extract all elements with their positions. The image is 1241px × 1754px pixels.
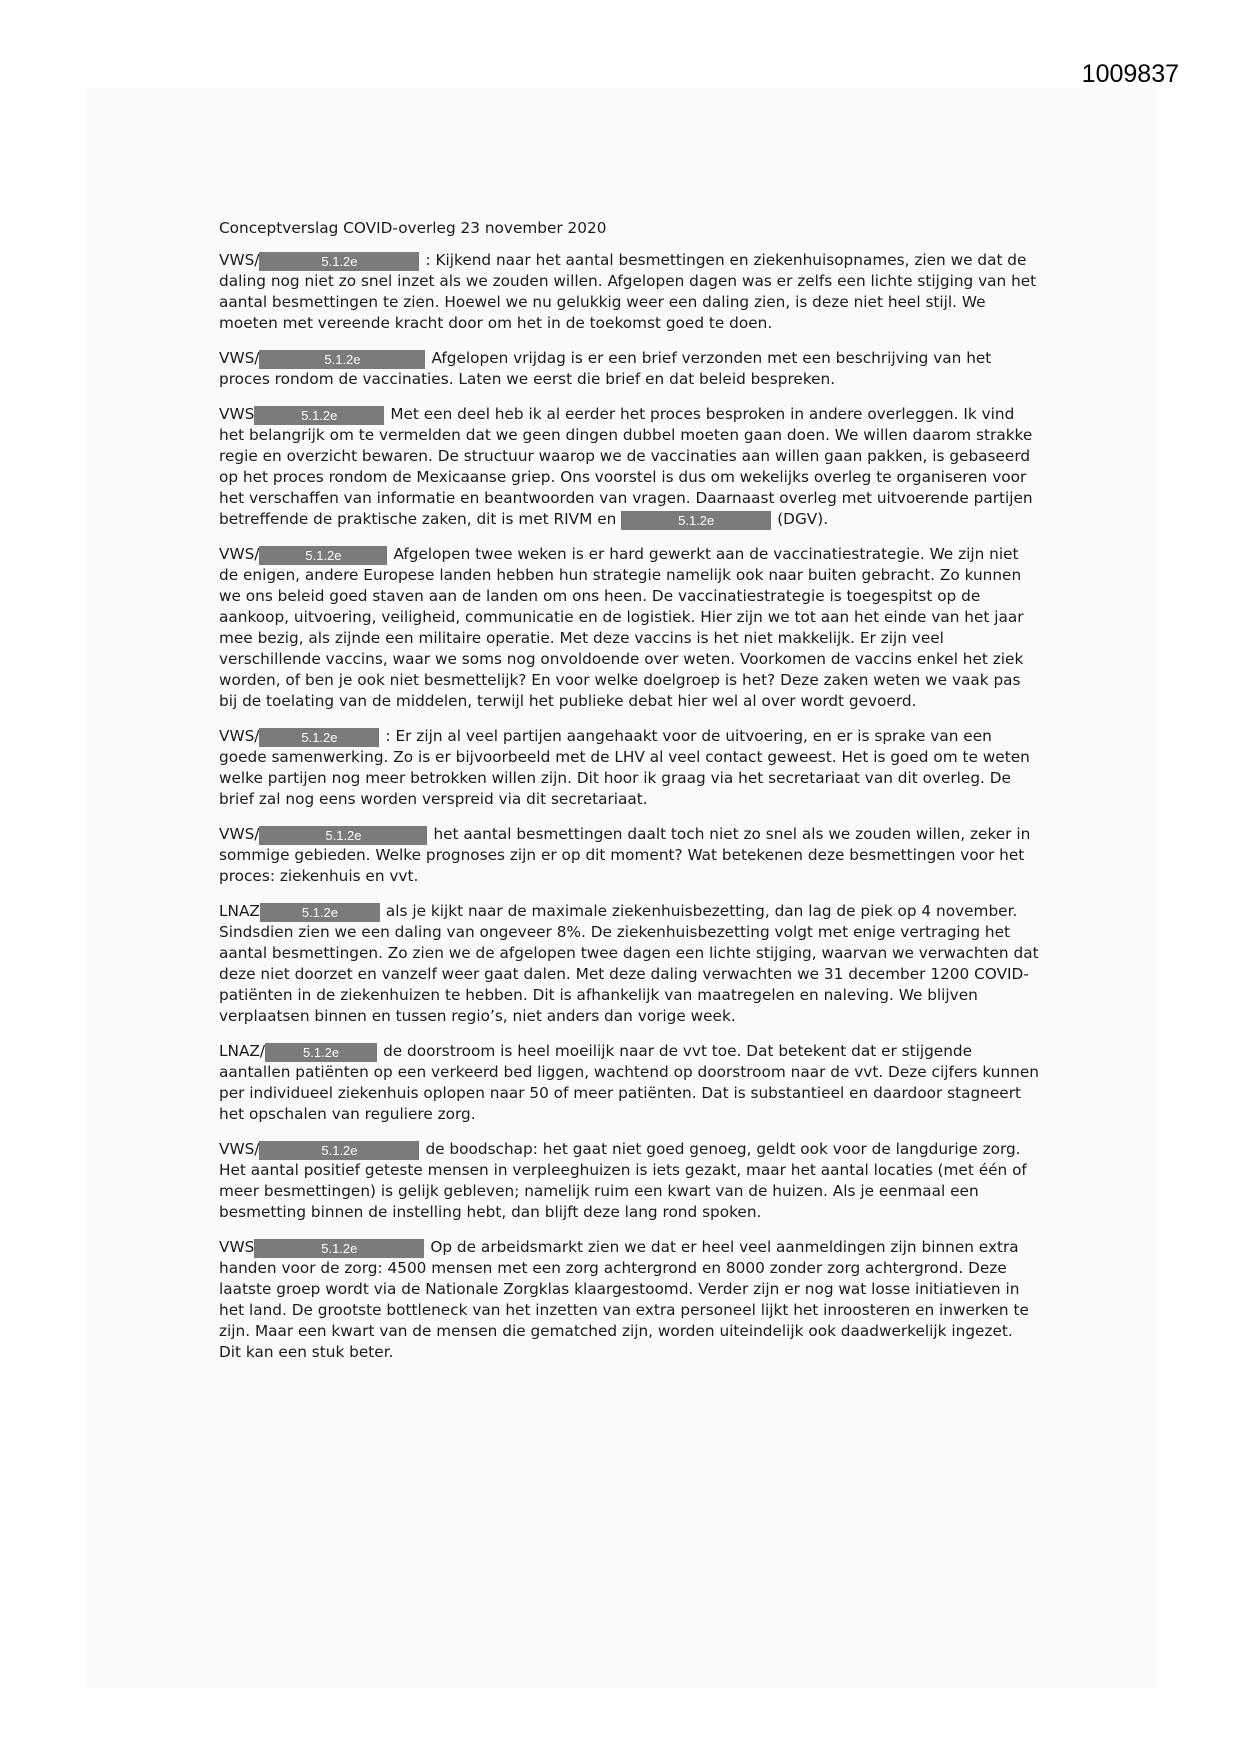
speaker-label: VWS/ (219, 349, 260, 367)
speaker-label: VWS/ (219, 1140, 260, 1158)
speaker-label: VWS/ (219, 727, 260, 745)
paragraph-9 (219, 1139, 1039, 1223)
redaction-box: 5.1.2e (259, 546, 387, 565)
speaker-label: VWS/ (219, 825, 260, 843)
paragraph-tail: (DGV). (777, 510, 829, 528)
paragraph-3 (219, 404, 1039, 530)
paragraph-1 (219, 250, 1039, 334)
paragraph-text: Afgelopen twee weken is er hard gewerkt aan de vaccinatiestrategie. We zijn niet de enigen, andere Europese landen hebben hun strategie namelijk ook naar buiten gebracht. Zo kunnen we ons beleid goed staven aan de landen om ons heen. De vaccinatiestrategie is toegespitst op de aankoop, uitvoering, veiligheid, communicatie en de logistiek. Hier zijn we tot aan het einde van het jaar mee bezig, als zijnde een militaire operatie. Met deze vaccins is het niet makkelijk. Er zijn veel verschillende vaccins, waar we soms nog onvoldoende over weten. Voorkomen de vaccins enkel het ziek worden, of ben je ook niet besmettelijk? En voor welke doelgroep is het? Deze zaken weten we vaak pas bij de toelating van de middelen, terwijl het publieke debat hier wel al over wordt gevoerd. (219, 545, 1024, 710)
speaker-label: VWS/ (219, 545, 260, 563)
redaction-box: 5.1.2e (259, 1141, 419, 1160)
meeting-notes (219, 218, 1039, 1377)
paragraph-text: : Kijkend naar het aantal besmettingen en ziekenhuisopnames, zien we dat de daling nog niet zo snel inzet als we zouden willen. Afgelopen dagen was er zelfs een lichte stijging van het aantal besmettingen te zien. Hoewel we nu gelukkig weer een daling zien, is deze niet heel stijl. We moeten met vereende kracht door om het in de toekomst goed te doen. (219, 251, 1037, 332)
redaction-box: 5.1.2e (259, 350, 425, 369)
redaction-box: 5.1.2e (259, 252, 419, 271)
redaction-box: 5.1.2e (621, 511, 771, 530)
redaction-box: 5.1.2e (259, 728, 379, 747)
redaction-box: 5.1.2e (260, 903, 380, 922)
paragraph-text: Op de arbeidsmarkt zien we dat er heel veel aanmeldingen zijn binnen extra handen voor de zorg: 4500 mensen met een zorg achtergrond en 8000 zonder zorg achtergrond. Deze laatste groep wordt via de Nationale Zorgklas klaargestoomd. Verder zijn er nog wat losse initiatieven in het land. De grootste bottleneck van het inzetten van extra personeel lijkt het inroosteren en inwerken te zijn. Maar een kwart van de mensen die gematched zijn, worden uiteindelijk ook daadwerkelijk ingezet. Dit kan een stuk beter. (219, 1238, 1029, 1361)
redaction-box: 5.1.2e (254, 1239, 424, 1258)
paragraph-4 (219, 544, 1039, 712)
paragraph-text: Afgelopen vrijdag is er een brief verzonden met een beschrijving van het proces rondom de vaccinaties. Laten we eerst die brief en dat beleid bespreken. (219, 349, 992, 388)
document-number: 1009837 (1081, 60, 1179, 88)
paragraph-text: : Er zijn al veel partijen aangehaakt voor de uitvoering, en er is sprake van een goede samenwerking. Zo is er bijvoorbeeld met de LHV al veel contact geweest. Het is goed om te weten welke partijen nog meer betrokken willen zijn. Dit hoor ik graag via het secretariaat van dit overleg. De brief zal nog eens worden verspreid via dit secretariaat. (219, 727, 1030, 808)
speaker-label: VWS (219, 1238, 255, 1256)
paragraph-7 (219, 901, 1039, 1027)
paragraph-text: als je kijkt naar de maximale ziekenhuisbezetting, dan lag de piek op 4 november. Sindsdien zien we een daling van ongeveer 8%. De ziekenhuisbezetting volgt met enige vertraging het aantal besmettingen. Zo zien we de afgelopen twee dagen een lichte stijging, waarvan we verwachten dat deze niet doorzet en vanzelf weer gaat dalen. Met deze daling verwachten we 31 december 1200 COVID-patiënten in de ziekenhuizen te hebben. Dit is afhankelijk van maatregelen en naleving. We blijven verplaatsen binnen en tussen regio’s, niet anders dan vorige week. (219, 902, 1039, 1025)
redaction-box: 5.1.2e (265, 1043, 377, 1062)
paragraph-2 (219, 348, 1039, 390)
paragraph-8 (219, 1041, 1039, 1125)
paragraph-text: het aantal besmettingen daalt toch niet zo snel als we zouden willen, zeker in sommige gebieden. Welke prognoses zijn er op dit moment? Wat betekenen deze besmettingen voor het proces: ziekenhuis en vvt. (219, 825, 1031, 885)
paragraph-text: de doorstroom is heel moeilijk naar de vvt toe. Dat betekent dat er stijgende aantallen patiënten op een verkeerd bed liggen, wachtend op doorstroom naar de vvt. Deze cijfers kunnen per individueel ziekenhuis oplopen naar 50 of meer patiënten. Dat is substantieel en daardoor stagneert het opschalen van reguliere zorg. (219, 1042, 1039, 1123)
paragraph-10 (219, 1237, 1039, 1363)
speaker-label: LNAZ (219, 902, 260, 920)
paragraph-text: de boodschap: het gaat niet goed genoeg, geldt ook voor de langdurige zorg. Het aantal positief geteste mensen in verpleeghuizen is iets gezakt, maar het aantal locaties (met één of meer besmettingen) is gelijk gebleven; namelijk ruim een kwart van de huizen. Als je eenmaal een besmetting binnen de instelling hebt, dan blijft deze lang rond spoken. (219, 1140, 1027, 1221)
paragraph-6 (219, 824, 1039, 887)
speaker-label: LNAZ/ (219, 1042, 266, 1060)
speaker-label: VWS (219, 405, 255, 423)
document-title: Conceptverslag COVID-overleg 23 november 2020 (219, 219, 607, 237)
redaction-box: 5.1.2e (254, 406, 384, 425)
paragraph-text: Met een deel heb ik al eerder het proces besproken in andere overleggen. Ik vind het belangrijk om te vermelden dat we geen dingen dubbel moeten gaan doen. We willen daarom strakke regie en overzicht bewaren. De structuur waarop we de vaccinaties aan willen gaan pakken, is gebaseerd op het proces rondom de Mexicaanse griep. Ons voorstel is dus om wekelijks overleg te organiseren voor het verschaffen van informatie en beantwoorden van vragen. Daarnaast overleg met uitvoerende partijen betreffende de praktische zaken, dit is met RIVM en (219, 405, 1033, 528)
speaker-label: VWS/ (219, 251, 260, 269)
paragraph-5 (219, 726, 1039, 810)
redaction-box: 5.1.2e (259, 826, 427, 845)
